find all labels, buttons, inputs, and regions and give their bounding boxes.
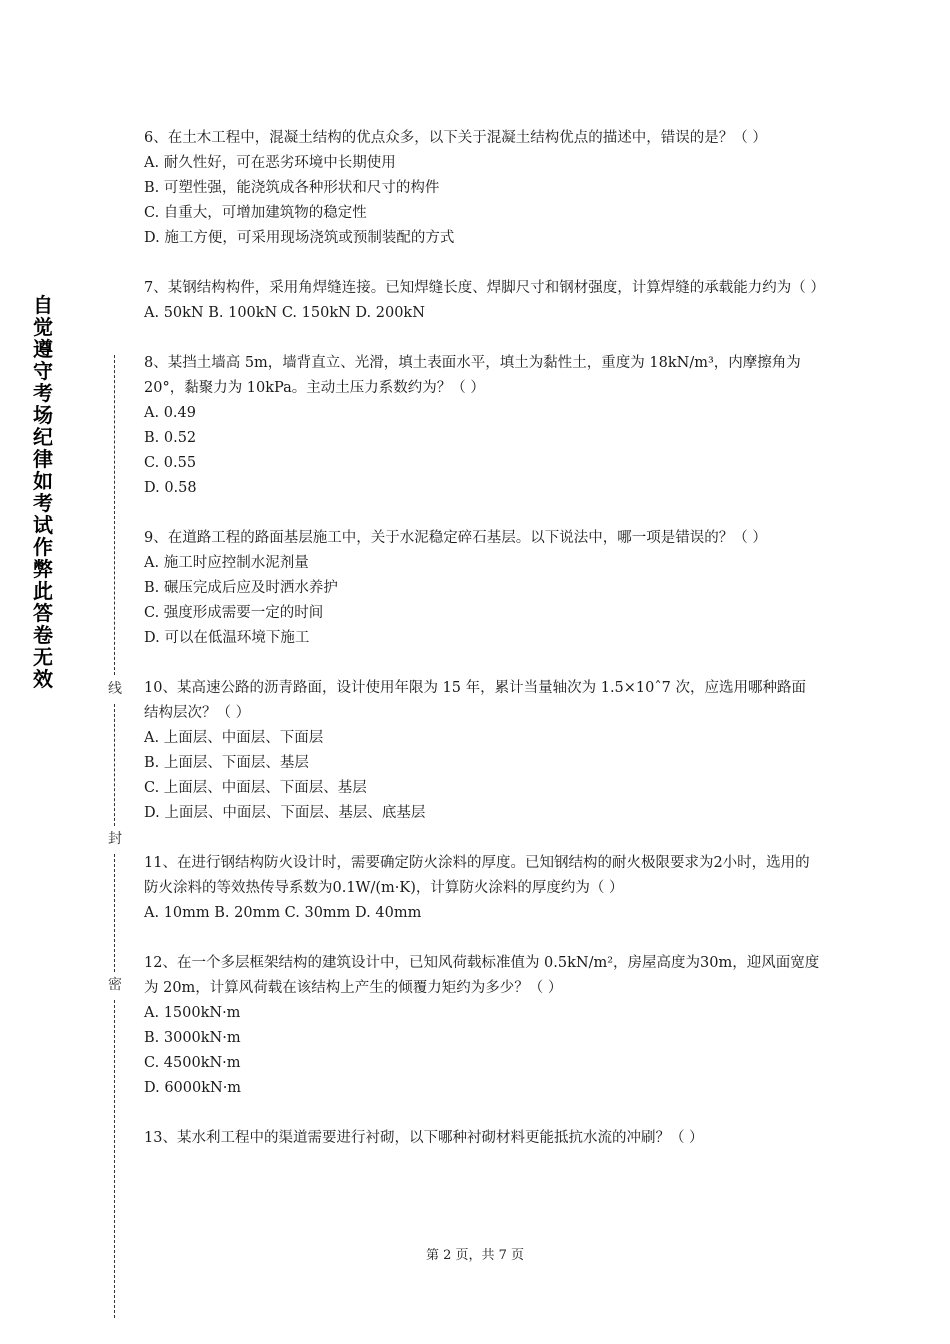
binding-dashed-line-bottom — [114, 1000, 115, 1318]
notice-char: 纪 — [33, 425, 53, 449]
answer-option: C. 4500kN·m — [144, 1055, 241, 1071]
notice-char: 守 — [33, 359, 53, 383]
answer-option: B. 可塑性强，能浇筑成各种形状和尺寸的构件 — [144, 180, 440, 196]
question-block — [144, 526, 820, 651]
question-block — [144, 951, 820, 1101]
question-block — [144, 676, 820, 826]
question-block — [144, 1126, 820, 1151]
question-text: 12、在一个多层框架结构的建筑设计中，已知风荷载标准值为 0.5kN/m²，房屋高度为30m，迎风面宽度为 20m，计算风荷载在该结构上产生的倾覆力矩约为多少？（ ） — [144, 955, 820, 996]
answer-option: C. 自重大，可增加建筑物的稳定性 — [144, 205, 367, 221]
question-block — [144, 276, 825, 326]
notice-char: 场 — [33, 403, 53, 427]
answer-option: B. 3000kN·m — [144, 1030, 241, 1046]
notice-char: 弊 — [33, 557, 53, 581]
answer-option: A. 施工时应控制水泥剂量 — [144, 555, 309, 571]
seal-label-line: 线 — [105, 680, 125, 698]
notice-char: 答 — [33, 601, 53, 625]
question-text: 11、在进行钢结构防火设计时，需要确定防火涂料的厚度。已知钢结构的耐火极限要求为2小时，选用的防火涂料的等效热传导系数为0.1W/(m·K)，计算防火涂料的厚度约为（ ） — [144, 855, 810, 896]
notice-char: 此 — [33, 579, 53, 603]
question-text: 10、某高速公路的沥青路面，设计使用年限为 15 年，累计当量轴次为 1.5×10ˆ7 次，应选用哪种路面结构层次？（ ） — [144, 680, 806, 721]
answer-option: C. 强度形成需要一定的时间 — [144, 605, 324, 621]
page-number: 第 2 页，共 7 页 — [425, 1248, 525, 1263]
answer-option: D. 上面层、中面层、下面层、基层、底基层 — [144, 805, 426, 821]
answer-option: A. 50kN B. 100kN C. 150kN D. 200kN — [144, 305, 425, 321]
seal-label-seal: 封 — [105, 830, 125, 848]
answer-option: D. 施工方便，可采用现场浇筑或预制装配的方式 — [144, 230, 455, 246]
question-text: 8、某挡土墙高 5m，墙背直立、光滑，填土表面水平，填土为黏性土，重度为 18kN/m³，内摩擦角为 20°，黏聚力为 10kPa。主动土压力系数约为？（ ） — [144, 355, 801, 396]
seal-label-secret: 密 — [105, 976, 125, 994]
answer-option: B. 碾压完成后应及时洒水养护 — [144, 580, 338, 596]
notice-char: 作 — [33, 535, 53, 559]
binding-dashed-line-lower — [114, 854, 115, 972]
notice-char: 效 — [33, 667, 53, 691]
question-text: 13、某水利工程中的渠道需要进行衬砌，以下哪种衬砌材料更能抵抗水流的冲刷？（ ） — [144, 1130, 704, 1146]
answer-option: B. 0.52 — [144, 430, 197, 446]
answer-option: A. 上面层、中面层、下面层 — [144, 730, 324, 746]
answer-option: C. 上面层、中面层、下面层、基层 — [144, 780, 367, 796]
exam-discipline-notice — [28, 294, 58, 690]
question-block — [144, 126, 820, 251]
question-text: 6、在土木工程中，混凝土结构的优点众多，以下关于混凝土结构优点的描述中，错误的是？（ ） — [144, 130, 767, 146]
question-block — [144, 851, 820, 926]
notice-char: 觉 — [33, 315, 53, 339]
binding-dashed-line-top — [114, 355, 115, 675]
answer-option: B. 上面层、下面层、基层 — [144, 755, 309, 771]
notice-char: 无 — [33, 645, 53, 669]
answer-option: A. 10mm B. 20mm C. 30mm D. 40mm — [144, 905, 422, 921]
question-list — [144, 126, 825, 1176]
answer-option: A. 0.49 — [144, 405, 196, 421]
answer-option: C. 0.55 — [144, 455, 197, 471]
binding-dashed-line-middle — [114, 704, 115, 826]
notice-char: 如 — [33, 469, 53, 493]
notice-char: 卷 — [33, 623, 53, 647]
notice-char: 遵 — [33, 337, 53, 361]
question-text: 9、在道路工程的路面基层施工中，关于水泥稳定碎石基层。以下说法中，哪一项是错误的？（ ） — [144, 530, 767, 546]
notice-char: 考 — [33, 381, 53, 405]
answer-option: A. 耐久性好，可在恶劣环境中长期使用 — [144, 155, 396, 171]
answer-option: D. 0.58 — [144, 480, 197, 496]
question-text: 7、某钢结构构件，采用角焊缝连接。已知焊缝长度、焊脚尺寸和钢材强度，计算焊缝的承载能力约为（ ） — [144, 280, 825, 296]
notice-char: 考 — [33, 491, 53, 515]
question-block — [144, 351, 820, 501]
notice-char: 自 — [33, 293, 53, 317]
answer-option: D. 6000kN·m — [144, 1080, 242, 1096]
answer-option: A. 1500kN·m — [144, 1005, 241, 1021]
answer-option: D. 可以在低温环境下施工 — [144, 630, 310, 646]
notice-char: 试 — [33, 513, 53, 537]
notice-char: 律 — [33, 447, 53, 471]
